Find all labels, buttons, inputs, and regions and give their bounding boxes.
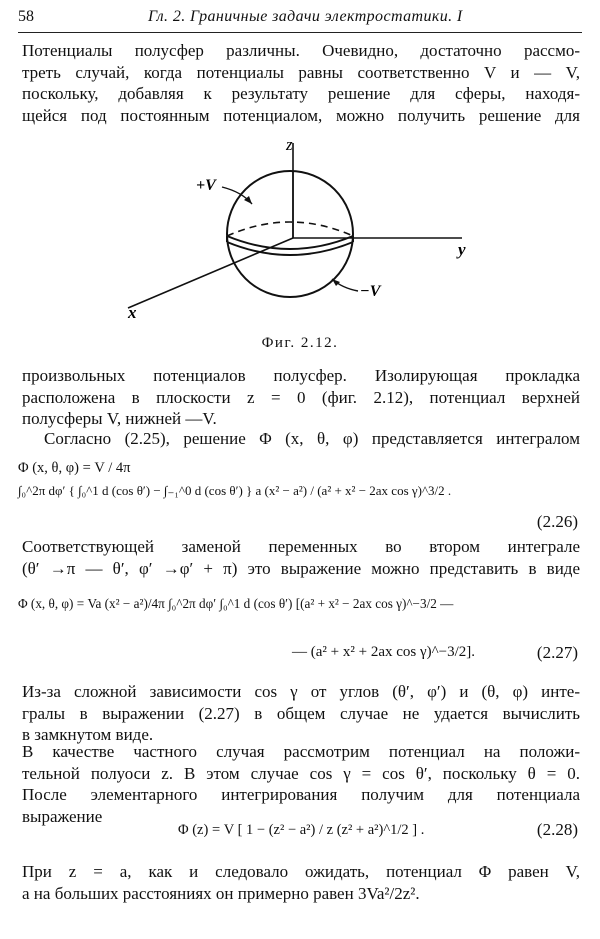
equation-number: (2.26): [536, 512, 578, 531]
text-line: После элементарного интегрирования получим для потенциала: [22, 785, 580, 804]
y-axis-label: y: [458, 240, 466, 259]
text-line: расположена в плоскости z = 0 (фиг. 2.12), потенциал верхней: [22, 387, 580, 407]
paragraph-4: [22, 536, 580, 579]
page-number: 58: [18, 8, 34, 25]
text-line: Потенциалы полусфер различны. Очевидно, достаточно рассмо-: [22, 41, 580, 60]
equation-number: (2.28): [536, 820, 578, 839]
text-line: гралы в выражении (2.27) в общем случае не удается вычислить: [22, 703, 580, 723]
equation-2-27-line1: Φ (x, θ, φ) = Va (x² − a²)/4π ∫₀^2π dφ′ ∫₀^1 d (cos θ′) [(a² + x² − 2ax cos γ)^−3/2 —: [18, 596, 454, 611]
text-line: (θ′ →π — θ′, φ′ →φ′ + π) это выражение можно представить в виде: [22, 558, 580, 578]
equation-number: (2.27): [536, 643, 578, 662]
running-header: [18, 8, 582, 30]
z-axis-label: z: [286, 138, 293, 154]
paragraph-2: [22, 365, 580, 430]
sphere-outline: [227, 171, 353, 297]
running-title: Гл. 2. Граничные задачи электростатики. I: [148, 8, 463, 25]
text-line: в замкнутом виде.: [22, 725, 154, 744]
text-line: Из-за сложной зависимости cos γ от углов (θ′, φ′) и (θ, φ) инте-: [22, 682, 580, 701]
paragraph-3: [44, 428, 580, 450]
paragraph-5: [22, 681, 580, 746]
text-line: тельной полуоси z. В этом случае cos γ = cos θ′, поскольку θ = 0.: [22, 763, 580, 783]
text-line: полусферы V, нижней —V.: [22, 409, 217, 428]
text-line: поскольку, добавляя к результату решение для сферы, находя-: [22, 84, 580, 103]
equation-2-26-body: ∫₀^2π dφ′ { ∫₀^1 d (cos θ′) − ∫₋₁^0 d (cos θ′) } a (x² − a²) / (a² + x² − 2ax cos γ)^3/2 .: [18, 483, 452, 498]
x-axis-label: x: [128, 303, 137, 322]
figure-caption: Фиг. 2.12.: [261, 335, 339, 351]
text-line: треть случай, когда потенциалы равны соответственно V и — V,: [22, 62, 580, 82]
equation-2-27-line2: — (a² + x² + 2ax cos γ)^−3/2].: [292, 644, 476, 660]
text-line: Соответствующей заменой переменных во втором интеграле: [22, 537, 580, 556]
text-line: произвольных потенциалов полусфер. Изолирующая прокладка: [22, 366, 580, 385]
equation-2-28: Φ (z) = V [ 1 − (z² − a²) / z (z² + a²)^1/2 ] .: [178, 822, 425, 838]
text-line: Согласно (2.25), решение Φ (x, θ, φ) представляется интегралом: [44, 429, 580, 448]
text-line: В качестве частного случая рассмотрим потенциал на положи-: [22, 742, 580, 761]
text-line: При z = a, как и следовало ожидать, потенциал Φ равен V,: [22, 862, 580, 881]
eq-coefficient: V / 4π: [94, 460, 131, 476]
sphere-figure: [110, 138, 470, 338]
text-line: щейся под постоянным потенциалом, можно получить решение для: [22, 105, 580, 125]
paragraph-1: [22, 40, 580, 126]
text-line: а на больших расстояниях он примерно равен 3Va²/2z².: [22, 883, 420, 903]
minus-v-label: −V: [360, 283, 381, 300]
text-line: выражение: [22, 806, 103, 826]
paragraph-6: [22, 741, 580, 827]
plus-v-label: +V: [196, 177, 216, 194]
paragraph-7: [22, 861, 580, 904]
eq-lhs: Φ (x, θ, φ) =: [18, 460, 91, 476]
header-rule: [18, 32, 582, 33]
equation-2-26: [18, 460, 130, 477]
